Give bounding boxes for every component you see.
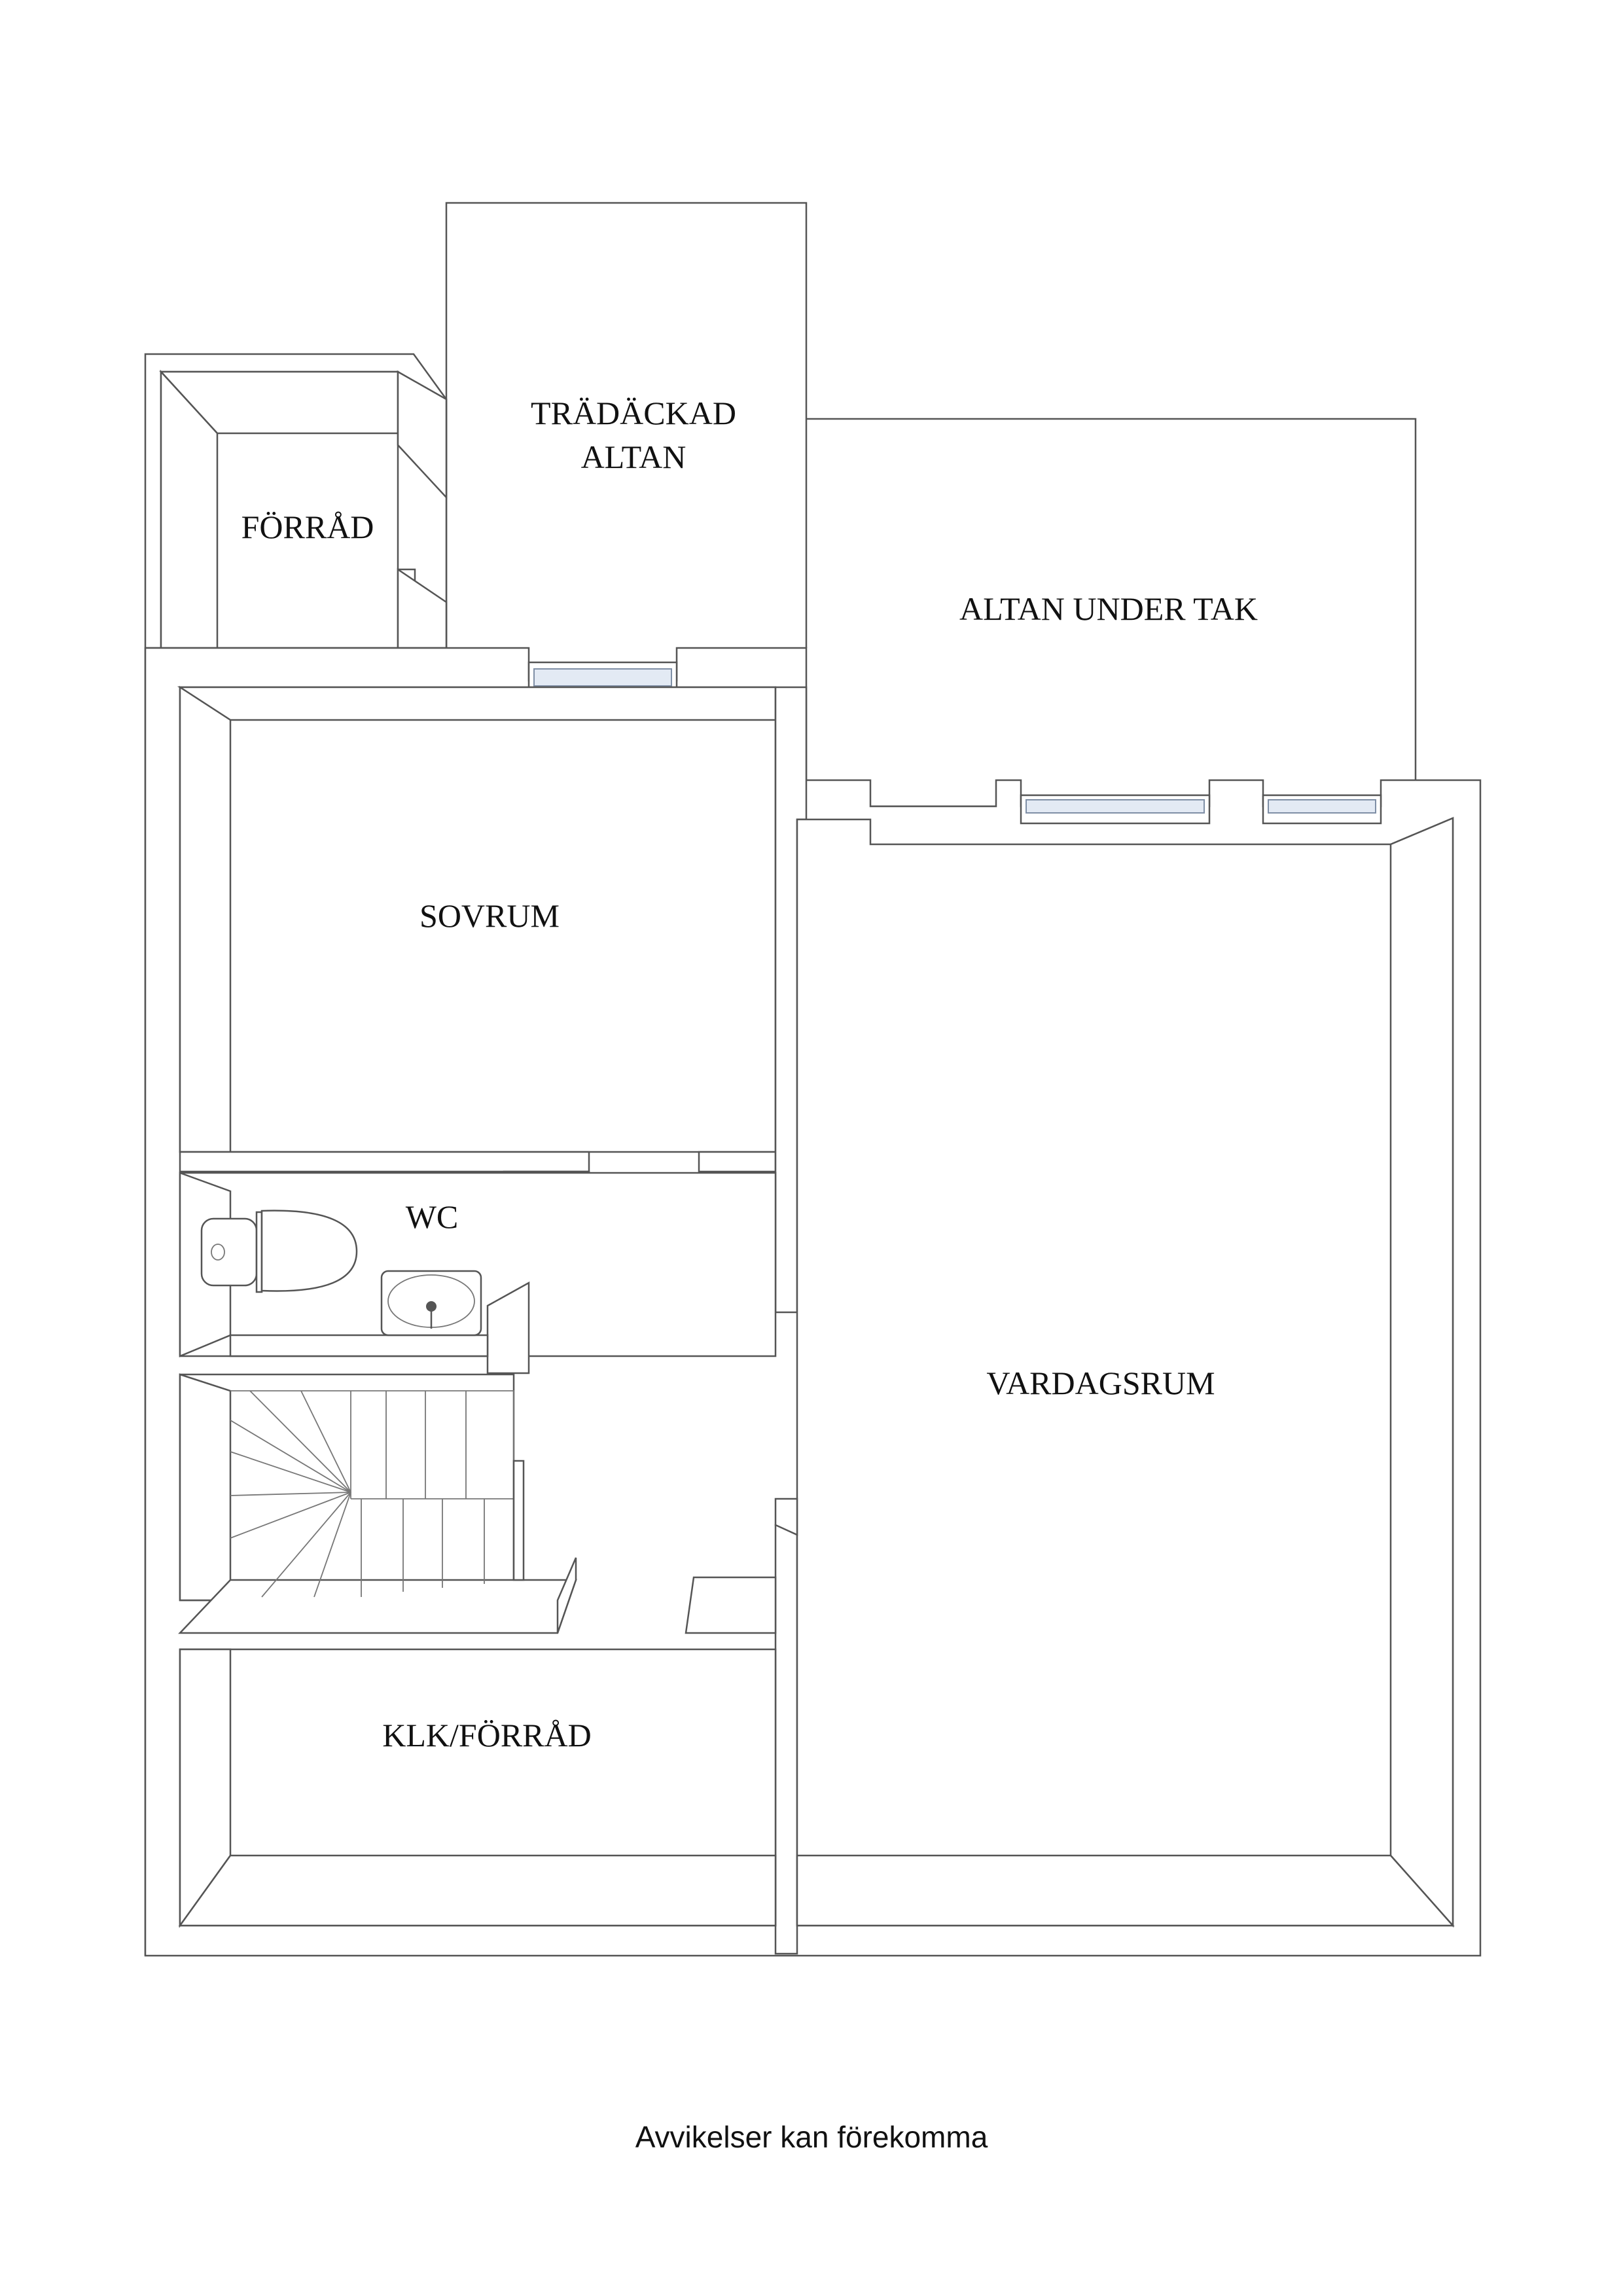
label-vardagsrum: VARDAGSRUM (986, 1365, 1215, 1401)
label-wc: WC (405, 1198, 459, 1235)
room-klk-forrad (180, 1649, 776, 1926)
label-forrad: FÖRRÅD (241, 509, 374, 545)
label-altan-under-tak: ALTAN UNDER TAK (959, 590, 1258, 627)
label-tradackad-line1: TRÄDÄCKAD (531, 395, 736, 431)
window-vardagsrum-2 (1263, 795, 1381, 823)
label-tradackad-line2: ALTAN (580, 439, 687, 475)
toilet (202, 1211, 357, 1292)
window-vardagsrum-1 (1021, 795, 1209, 823)
label-sovrum: SOVRUM (419, 897, 560, 934)
disclaimer-note: Avvikelser kan förekomma (635, 2120, 988, 2154)
sink (382, 1271, 481, 1335)
label-klk-forrad: KLK/FÖRRÅD (382, 1717, 592, 1753)
